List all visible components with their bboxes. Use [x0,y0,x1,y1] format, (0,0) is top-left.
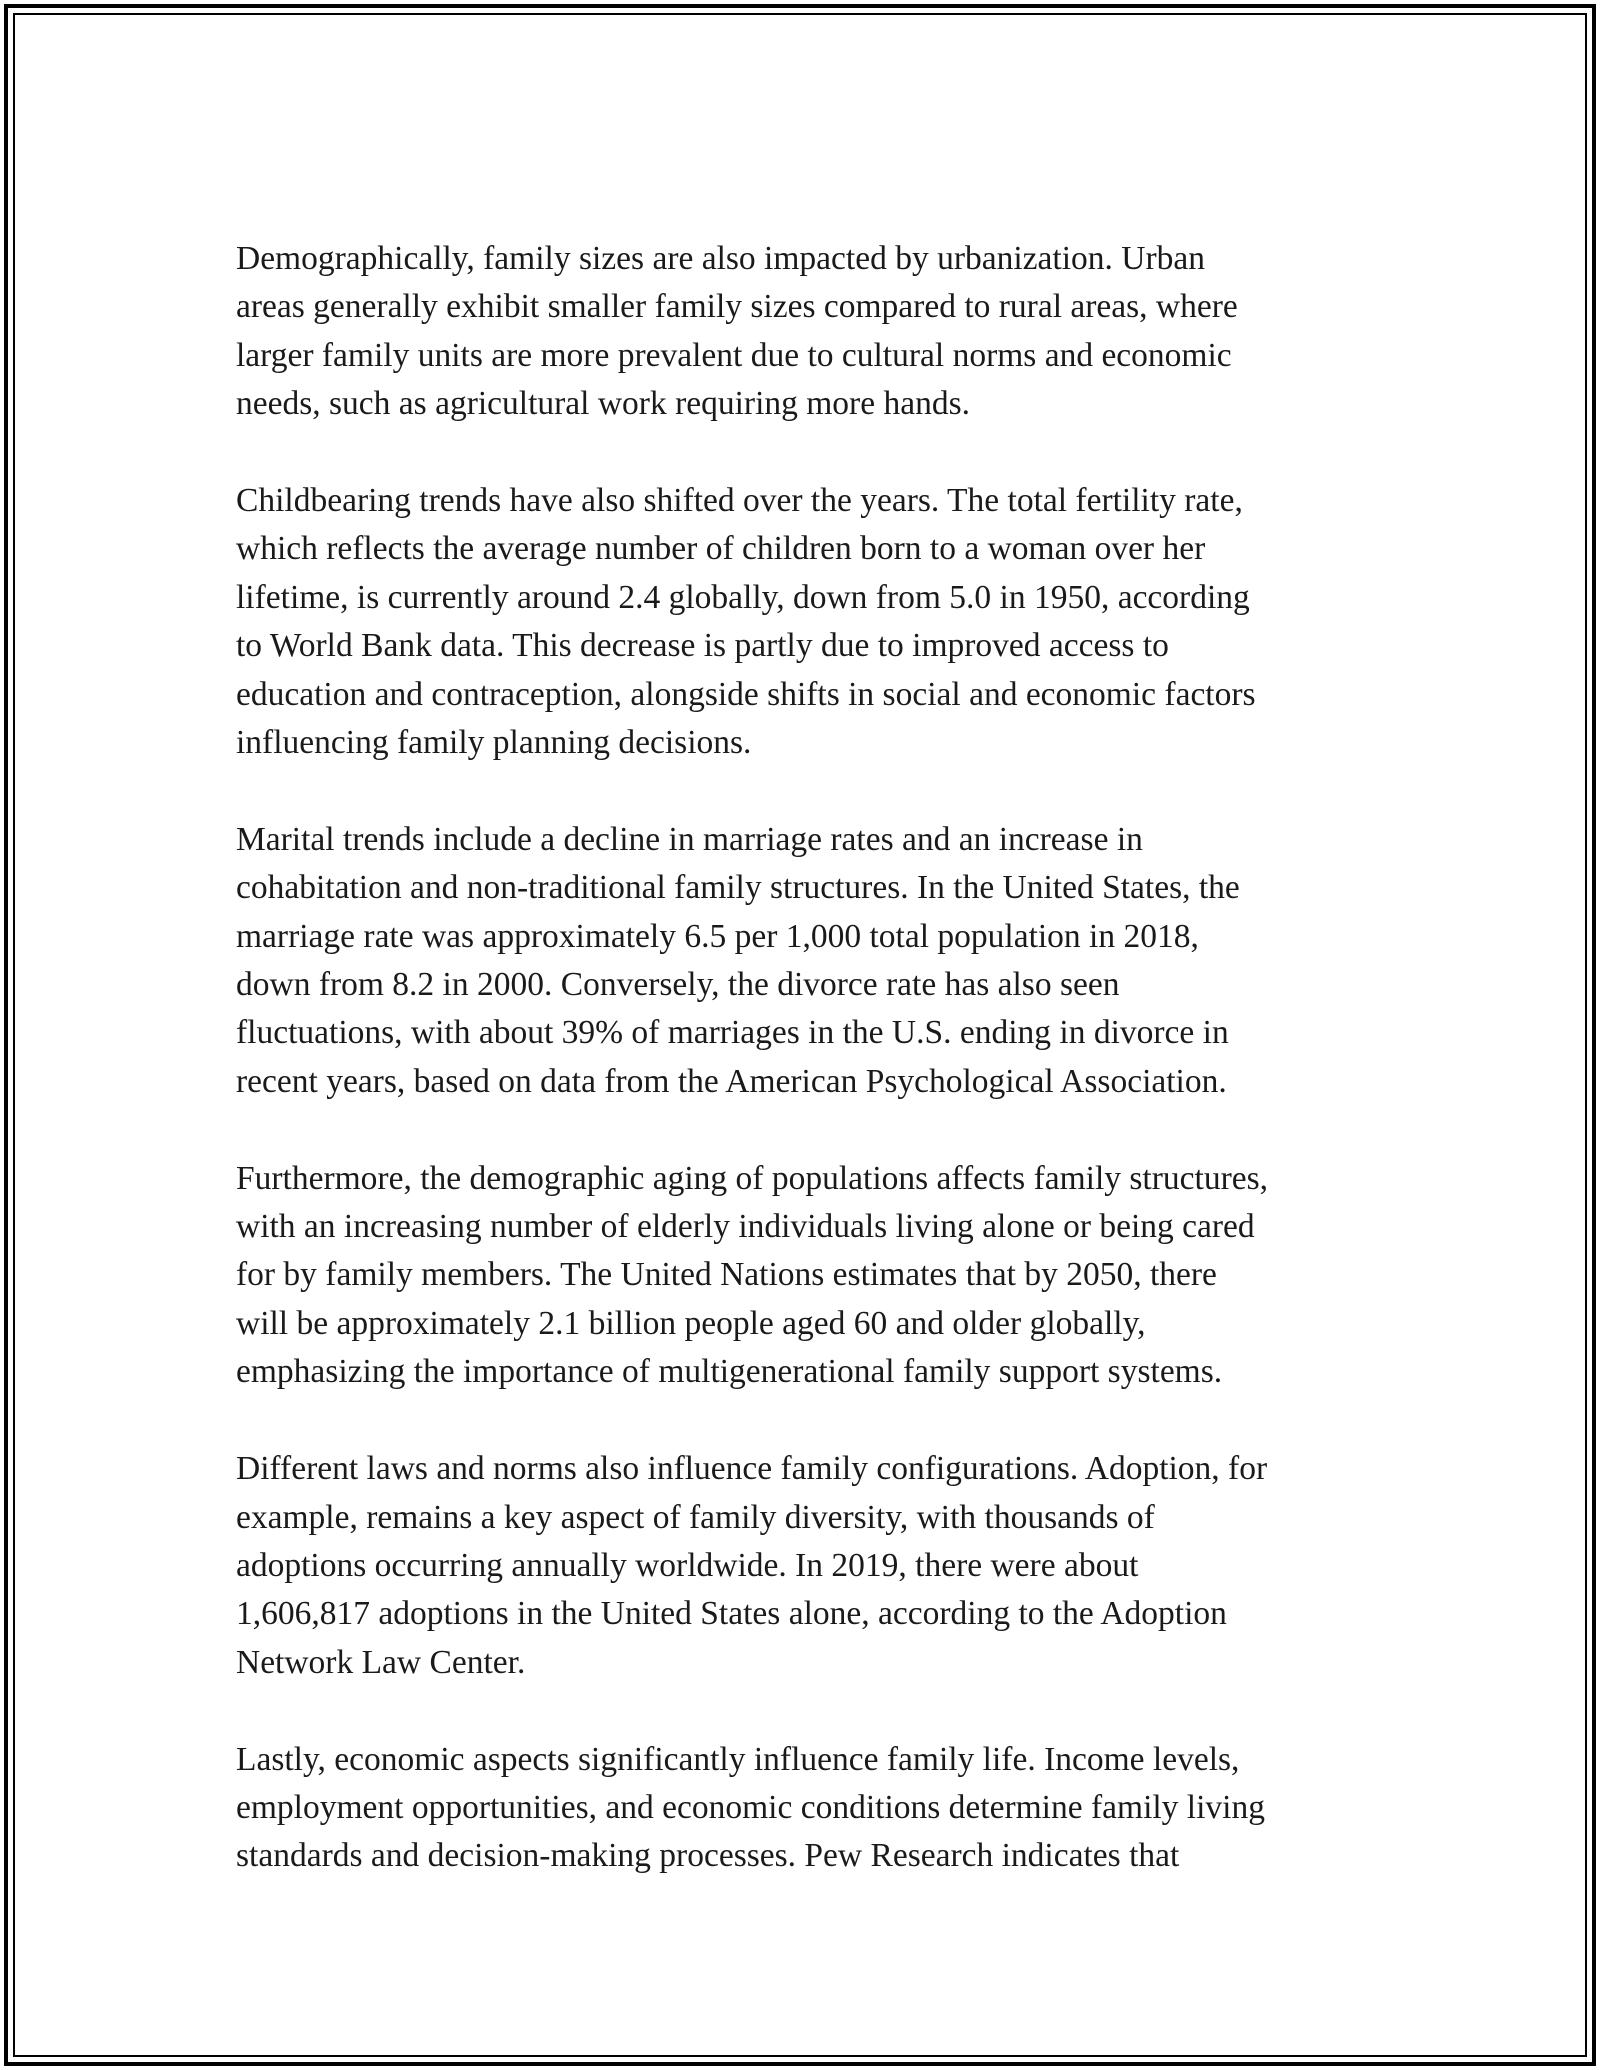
paragraph-marital-trends: Marital trends include a decline in marriage rates and an increase in cohabitation and non-traditional family structures. In the United States, the marriage rate was approximately 6.5 per 1,000 total population in 2018, down from 8.2 in 2000. Conversely, the divorce rate has also seen fluctuations, with about 39% of marriages in the U.S. ending in divorce in recent years, based on data from the American Psychological Association. [236,820,1240,1100]
document-body [236,235,1386,1929]
paragraph-childbearing: Childbearing trends have also shifted over the years. The total fertility rate, which reflects the average number of children born to a woman over her lifetime, is currently around 2.4 globally, down from 5.0 in 1950, according to World Bank data. This decrease is partly due to improved access to education and contraception, alongside shifts in social and economic factors influencing family planning decisions. [236,482,1256,762]
paragraph-aging: Furthermore, the demographic aging of populations affects family structures, with an increasing number of elderly individuals living alone or being cared for by family members. The United Nations estimates that by 2050, there will be approximately 2.1 billion people aged 60 and older globally, emphasizing the importance of multigenerational family support systems. [236,1159,1269,1391]
paragraph-urbanization: Demographically, family sizes are also impacted by urbanization. Urban areas generally exhibit smaller family sizes compared to rural areas, where larger family units are more prevalent due to cultural norms and economic needs, such as agricultural work requiring more hands. [236,240,1238,423]
paragraph-adoption: Different laws and norms also influence family configurations. Adoption, for example, remains a key aspect of family diversity, with thousands of adoptions occurring annually worldwide. In 2019, there were about 1,606,817 adoptions in the United States alone, according to the Adoption Network Law Center. [236,1450,1268,1681]
paragraph-economic: Lastly, economic aspects significantly influence family life. Income levels, employment opportunities, and economic conditions determine family living standards and decision-making processes. Pew Research indicates that [236,1740,1265,1875]
